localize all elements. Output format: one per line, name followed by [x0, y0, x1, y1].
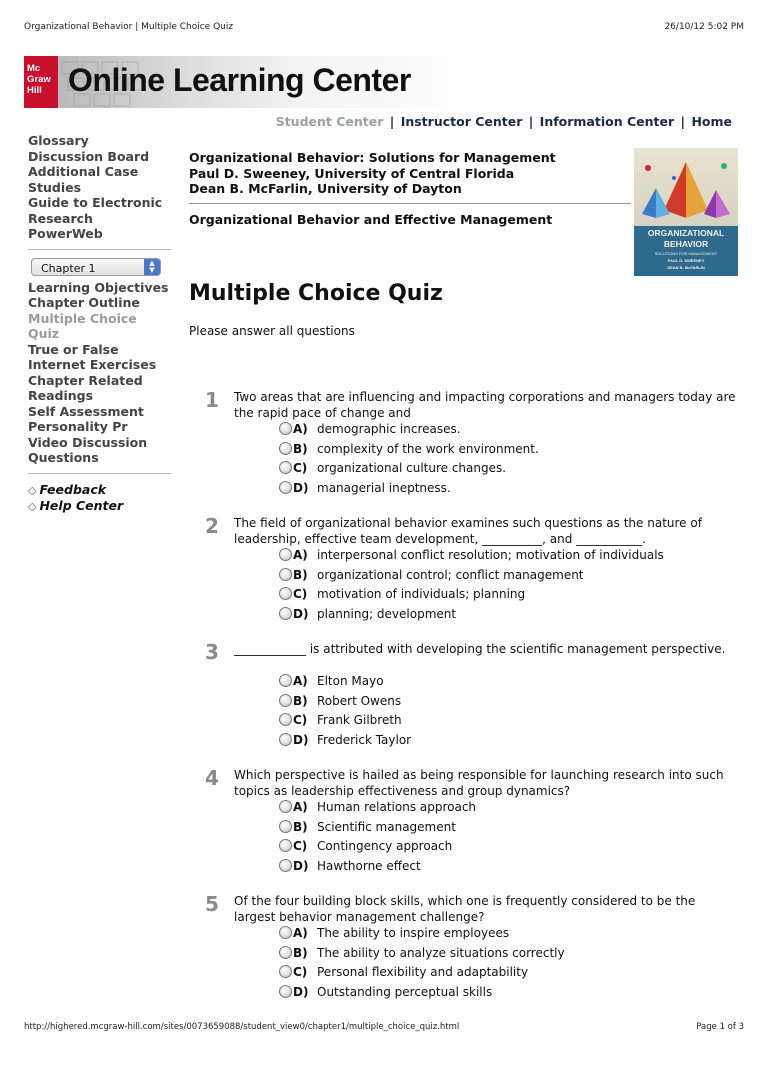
- question-number: 5: [205, 892, 219, 916]
- book-info: [189, 150, 631, 227]
- option-letter: D): [293, 733, 309, 747]
- radio-button[interactable]: [279, 820, 292, 833]
- nav-student-center[interactable]: Student Center: [275, 114, 384, 129]
- print-url: http://highered.mcgraw-hill.com/sites/0073659088/student_view0/chapter1/multiple_choice_quiz.html: [24, 1022, 460, 1032]
- radio-button[interactable]: [279, 548, 292, 561]
- chapter-title: Organizational Behavior and Effective Management: [189, 211, 553, 227]
- top-navigation: [276, 114, 732, 129]
- book-title: Organizational Behavior: Solutions for Management: [189, 150, 556, 165]
- option-text: interpersonal conflict resolution; motivation of individuals: [317, 548, 664, 562]
- sidebar-item-multiple-choice-quiz[interactable]: Multiple Choice Quiz: [28, 310, 137, 341]
- radio-button[interactable]: [279, 422, 292, 435]
- option-letter: C): [293, 965, 308, 979]
- question-number: 2: [205, 514, 219, 538]
- chapter-select-value: Chapter 1: [41, 261, 96, 275]
- sidebar-item-discussion-board[interactable]: Discussion Board: [28, 148, 150, 164]
- book-author: Dean B. McFarlin, University of Dayton: [189, 181, 462, 196]
- sidebar-item-self-assessment[interactable]: Self Assessment: [28, 403, 144, 419]
- radio-button[interactable]: [279, 587, 292, 600]
- option-text: demographic increases.: [317, 422, 461, 436]
- radio-button[interactable]: [279, 946, 292, 959]
- sidebar-divider: [28, 249, 171, 250]
- option-letter: C): [293, 587, 308, 601]
- answer-option[interactable]: [279, 442, 539, 462]
- radio-button[interactable]: [279, 481, 292, 494]
- answer-option[interactable]: [279, 965, 528, 985]
- sidebar-links: [28, 482, 171, 515]
- question-number: 1: [205, 388, 219, 412]
- sidebar-item-personality-pr[interactable]: Personality Pr: [28, 419, 128, 434]
- radio-button[interactable]: [279, 733, 292, 746]
- sidebar-item-guide-to-electronic-research[interactable]: Guide to Electronic: [28, 195, 163, 210]
- diamond-icon: ◇: [28, 500, 37, 513]
- print-page-number: Page 1 of 3: [696, 1022, 744, 1032]
- radio-button[interactable]: [279, 965, 292, 978]
- option-text: managerial ineptness.: [317, 481, 451, 495]
- option-letter: D): [293, 859, 309, 873]
- question-text: Which perspective is hailed as being responsible for launching research into such topics as leadership effectiveness and group dynamics?: [234, 768, 724, 798]
- radio-button[interactable]: [279, 674, 292, 687]
- help-center-label: Help Center: [39, 498, 124, 513]
- sidebar-item-video-discussion-questions[interactable]: Video Discussion: [28, 434, 148, 450]
- option-text: organizational culture changes.: [317, 461, 507, 475]
- option-text: Hawthorne effect: [317, 859, 421, 873]
- book-author: Paul D. Sweeney, University of Central Florida: [189, 165, 515, 181]
- option-letter: B): [293, 819, 308, 834]
- option-text: The ability to inspire employees: [317, 926, 510, 940]
- sidebar-item-powerweb[interactable]: PowerWeb: [28, 226, 103, 241]
- sidebar-item-additional-case-studies[interactable]: Additional Case: [28, 164, 139, 179]
- logo-line: Mc: [27, 63, 41, 74]
- option-text: Outstanding perceptual skills: [317, 985, 493, 999]
- option-text: motivation of individuals; planning: [317, 587, 526, 601]
- answer-option[interactable]: [279, 422, 461, 442]
- option-text: Frank Gilbreth: [317, 713, 402, 727]
- option-letter: B): [293, 693, 308, 708]
- option-text: Contingency approach: [317, 839, 453, 853]
- cover-author: DEAN B. McFARLIN: [667, 265, 705, 270]
- sidebar-item-additional-case-studies[interactable]: Studies: [28, 179, 82, 195]
- radio-button[interactable]: [279, 985, 292, 998]
- sidebar-item-video-discussion-questions[interactable]: Questions: [28, 450, 99, 465]
- answer-option[interactable]: [279, 481, 451, 501]
- cover-title-line: ORGANIZATIONAL: [647, 228, 725, 238]
- cover-subtitle: SOLUTIONS FOR MANAGEMENT: [654, 251, 718, 256]
- option-letter: C): [293, 839, 308, 853]
- nav-home[interactable]: Home: [691, 114, 732, 129]
- option-letter: A): [293, 422, 308, 436]
- option-text: Elton Mayo: [317, 674, 384, 688]
- cover-author: PAUL D. SWEENEY: [667, 258, 705, 263]
- book-cover-image: [634, 148, 738, 276]
- chapter-select[interactable]: [31, 258, 161, 276]
- question-number: 4: [205, 766, 219, 790]
- nav-instructor-center[interactable]: Instructor Center: [400, 114, 523, 129]
- question-text: Of the four building block skills, which one is frequently considered to be the largest behavior management challenge?: [234, 894, 696, 924]
- select-arrows-icon: ▲ ▼: [144, 259, 160, 275]
- mcgraw-hill-logo: [24, 56, 58, 108]
- radio-button[interactable]: [279, 859, 292, 872]
- question-text: Two areas that are influencing and impacting corporations and managers today are the rapid pace of change and: [234, 390, 736, 420]
- option-text: complexity of the work environment.: [317, 441, 539, 456]
- radio-button[interactable]: [279, 607, 292, 620]
- print-header: [24, 22, 744, 36]
- site-banner[interactable]: [24, 56, 472, 108]
- answer-option[interactable]: [279, 587, 525, 607]
- sidebar-item-chapter-related-readings[interactable]: Readings: [28, 388, 94, 403]
- sidebar-item-true-or-false[interactable]: True or False: [28, 341, 119, 357]
- option-text: Robert Owens: [317, 693, 402, 708]
- question-number: 3: [205, 640, 219, 664]
- print-timestamp: 26/10/12 5:02 PM: [664, 22, 744, 32]
- option-letter: C): [293, 713, 308, 727]
- option-letter: C): [293, 461, 308, 475]
- sidebar-divider: [28, 473, 171, 474]
- option-letter: D): [293, 985, 309, 999]
- answer-option[interactable]: [279, 568, 584, 588]
- book-info-divider: [189, 203, 631, 204]
- logo-line: Graw: [27, 74, 51, 85]
- option-text: Personal flexibility and adaptability: [317, 965, 529, 979]
- nav-separator: |: [389, 114, 395, 129]
- sidebar-item-chapter-related-readings[interactable]: Chapter Related: [28, 372, 143, 388]
- answer-option[interactable]: [279, 985, 492, 1005]
- feedback-label: Feedback: [39, 481, 107, 497]
- option-text: Human relations approach: [317, 800, 477, 814]
- nav-separator: |: [528, 114, 534, 129]
- radio-button[interactable]: [279, 713, 292, 726]
- pyramid-graphic: [634, 148, 738, 228]
- answer-option[interactable]: [279, 859, 421, 879]
- option-text: organizational control; conflict management: [317, 567, 584, 582]
- option-letter: B): [293, 945, 308, 960]
- answer-option[interactable]: [279, 607, 456, 627]
- option-letter: B): [293, 441, 308, 456]
- feedback-link[interactable]: [28, 482, 171, 499]
- sidebar-item-learning-objectives[interactable]: Learning Objectives: [28, 279, 169, 295]
- logo-line: Hill: [27, 85, 42, 96]
- option-letter: D): [293, 607, 309, 621]
- page-title: Multiple Choice Quiz: [189, 281, 443, 306]
- answer-option[interactable]: [279, 674, 384, 694]
- sidebar: [28, 133, 171, 515]
- nav-separator: |: [680, 114, 686, 129]
- sidebar-item-chapter-outline[interactable]: Chapter Outline: [28, 295, 140, 310]
- radio-button[interactable]: [279, 461, 292, 474]
- option-letter: D): [293, 481, 309, 495]
- option-letter: A): [293, 674, 308, 688]
- radio-button[interactable]: [279, 839, 292, 852]
- radio-button[interactable]: [279, 694, 292, 707]
- question-text: ____________ is attributed with developing the scientific management perspective.: [234, 642, 726, 656]
- sidebar-item-internet-exercises[interactable]: Internet Exercises: [28, 357, 157, 372]
- option-letter: A): [293, 548, 308, 562]
- answer-option[interactable]: [279, 461, 506, 481]
- radio-button[interactable]: [279, 442, 292, 455]
- option-letter: A): [293, 800, 308, 814]
- banner-title: Online Learning Center: [68, 62, 411, 98]
- option-letter: B): [293, 567, 308, 582]
- option-text: Frederick Taylor: [317, 733, 412, 747]
- option-letter: A): [293, 926, 308, 940]
- answer-option[interactable]: [279, 733, 411, 753]
- cover-title-line: BEHAVIOR: [663, 239, 709, 249]
- nav-information-center[interactable]: Information Center: [539, 114, 675, 129]
- question-text: The field of organizational behavior examines such questions as the nature of leadership, effective team development, __________, and ___________.: [234, 516, 702, 546]
- help-center-link[interactable]: [28, 498, 171, 515]
- print-footer: [24, 1022, 744, 1032]
- answer-option[interactable]: [279, 839, 452, 859]
- sidebar-item-guide-to-electronic-research[interactable]: Research: [28, 210, 93, 226]
- radio-button[interactable]: [279, 568, 292, 581]
- answer-option[interactable]: [279, 946, 565, 966]
- option-text: planning; development: [317, 607, 457, 621]
- answer-option[interactable]: [279, 926, 509, 946]
- answer-option[interactable]: [279, 820, 456, 840]
- option-text: Scientific management: [317, 819, 456, 834]
- answer-option[interactable]: [279, 713, 402, 733]
- quiz-instructions: Please answer all questions: [189, 324, 355, 338]
- diamond-icon: ◇: [28, 483, 37, 497]
- print-title: Organizational Behavior | Multiple Choice Quiz: [24, 22, 234, 32]
- answer-option[interactable]: [279, 694, 401, 714]
- answer-option[interactable]: [279, 800, 476, 820]
- sidebar-item-glossary[interactable]: Glossary: [28, 133, 89, 148]
- answer-option[interactable]: [279, 548, 664, 568]
- radio-button[interactable]: [279, 926, 292, 939]
- radio-button[interactable]: [279, 800, 292, 813]
- option-text: The ability to analyze situations correctly: [317, 945, 565, 960]
